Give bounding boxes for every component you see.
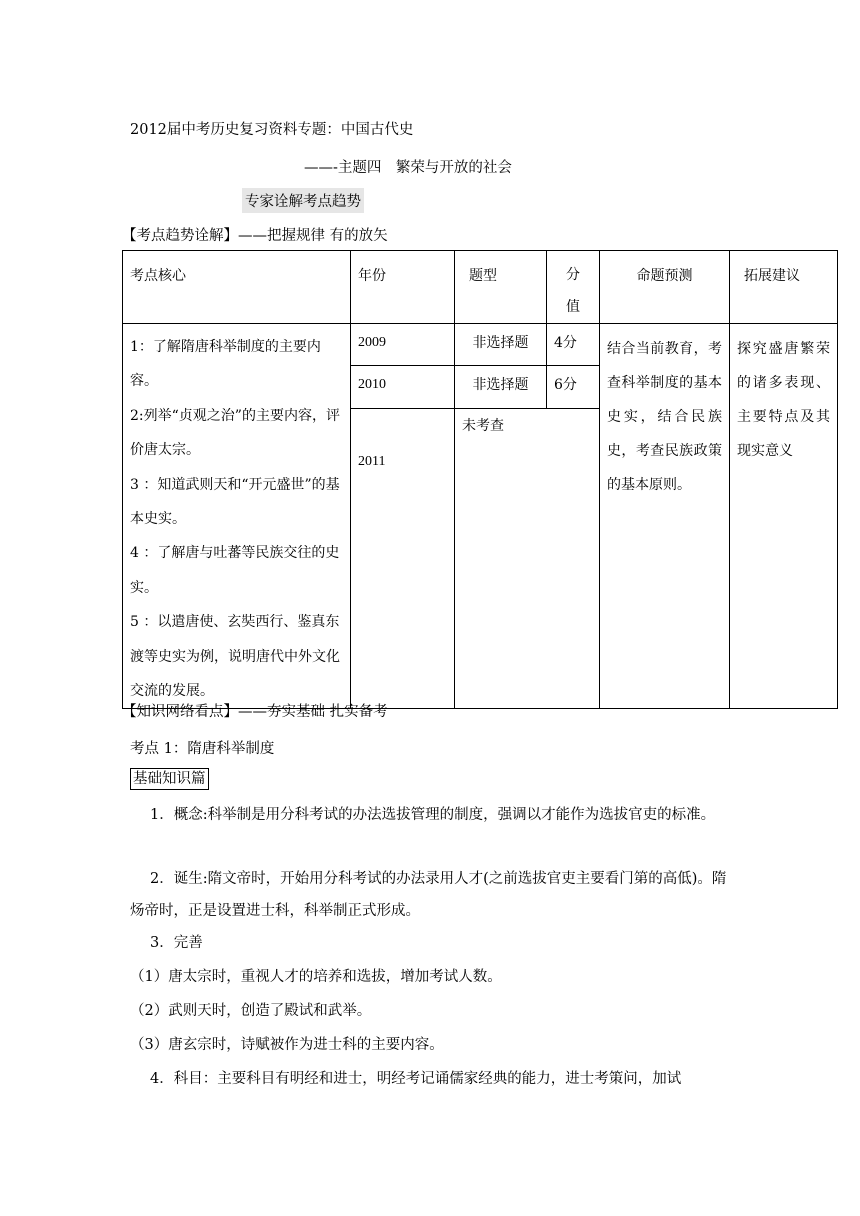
suggestion-text: 探究盛唐繁荣的诸多表现、主要特点及其现实意义 [737,341,830,459]
header-suggest: 拓展建议 [730,251,838,324]
header-year: 年份 [351,251,455,324]
header-type: 题型 [455,251,547,324]
paragraph-concept: 1．概念:科举制是用分科考试的办法选拔管理的制度，强调以才能作为选拔官吏的标准。 [150,807,716,823]
paragraph-birth: 2．诞生:隋文帝时，开始用分科考试的办法录用人才(之前选拔官吏主要看门第的高低)。隋炀帝时，正是设置进士科，科举制正式形成。 [130,871,727,919]
section1-heading: 【考点趋势诠解】——把握规律 有的放矢 [122,228,388,244]
paragraph-perfect-1: （1）唐太宗时，重视人才的培养和选拔，增加考试人数。 [130,969,502,985]
table-header-row [123,251,838,324]
header-predict: 命题预测 [600,251,730,324]
core-item-5: 5 ：以遣唐使、玄奘西行、鉴真东渡等史实为例，说明唐代中外文化交流的发展。 [130,614,340,700]
header-score [547,251,600,324]
paragraph-perfect-3: （3）唐玄宗时，诗赋被作为进士科的主要内容。 [130,1037,444,1053]
doc-title: 2012届中考历史复习资料专题：中国古代史 [130,122,414,138]
section2-heading: 【知识网络看点】——夯实基础 扎实备考 [122,704,388,720]
core-item-3: 3 ：知道武则天和“开元盛世”的基本史实。 [130,476,340,528]
header-core: 考点核心 [123,251,351,324]
trend-table [122,250,838,709]
kaodian-1-heading: 考点 1：隋唐科举制度 [130,741,275,757]
type-cell: 未考查 [455,408,600,709]
type-cell: 非选择题 [455,324,547,366]
core-item-2: 2:列举“贞观之治”的主要内容，评价唐太宗。 [130,407,340,459]
expert-label: 专家诠解考点趋势 [242,188,364,213]
prediction-text: 结合当前教育，考查科举制度的基本史实，结合民族史，考查民族政策的基本原则。 [607,341,722,493]
paragraph-perfect: 3．完善 [150,935,203,951]
core-item-4: 4 ：了解唐与吐蕃等民族交往的史实。 [130,545,340,596]
doc-subtitle: ——-主题四 繁荣与开放的社会 [304,160,512,176]
basic-knowledge-label: 基础知识篇 [130,768,209,790]
type-cell: 非选择题 [455,366,547,408]
header-score-b: 值 [566,299,580,315]
year-cell: 2009 [351,324,455,366]
score-cell: 4分 [547,324,600,366]
header-score-a: 分 [566,267,580,283]
year-cell: 2010 [351,366,455,408]
paragraph-perfect-2: （2）武则天时，创造了殿试和武举。 [130,1003,372,1019]
core-item-1: 1：了解隋唐科举制度的主要内容。 [130,339,321,390]
table-row [123,324,838,366]
core-cell [123,324,351,709]
paragraph-subjects: 4．科目：主要科目有明经和进士，明经考记诵儒家经典的能力，进士考策问，加试 [150,1071,682,1087]
prediction-cell [600,324,730,709]
year-cell: 2011 [351,408,455,709]
score-cell: 6分 [547,366,600,408]
suggestion-cell [730,324,838,709]
